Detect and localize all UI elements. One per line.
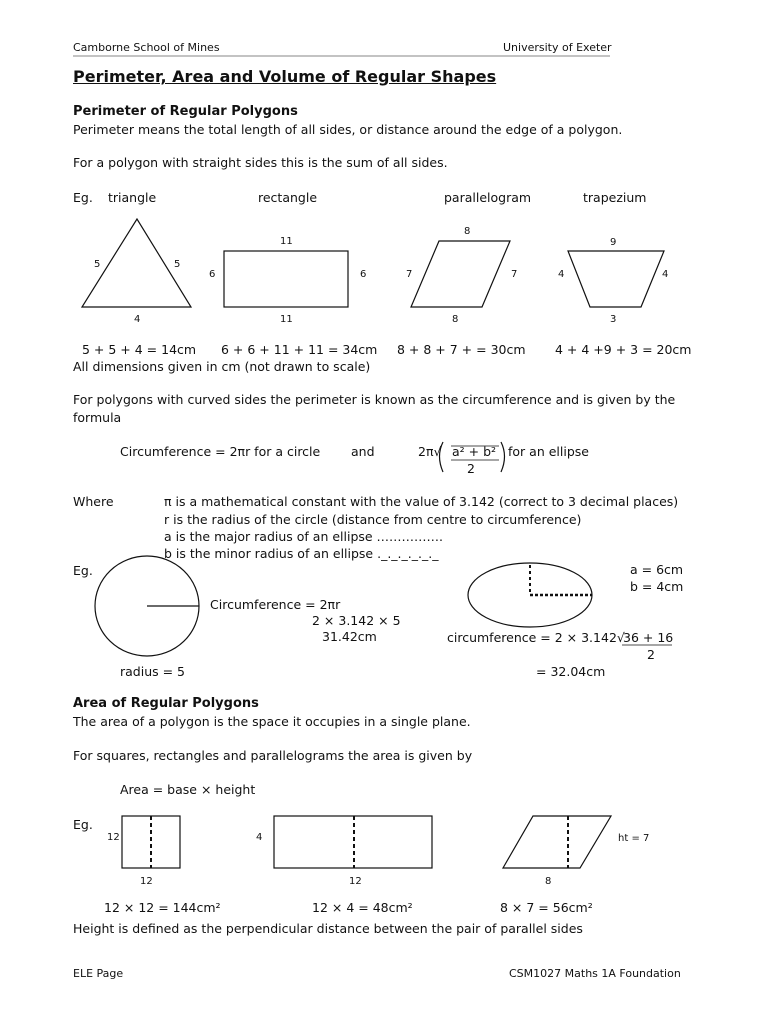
ellipse-formula-numerator: a² + b²: [452, 444, 497, 459]
parallelogram-top-label: 8: [464, 226, 471, 237]
and-word: and: [351, 444, 375, 459]
circle-circumference-formula: Circumference = 2πr for a circle: [120, 444, 321, 459]
footer-right: CSM1027 Maths 1A Foundation: [509, 967, 681, 980]
perimeter-straight-sides: For a polygon with straight sides this is the sum of all sides.: [73, 155, 448, 170]
rectangle-top-label: 11: [280, 236, 293, 247]
square-side-label: 12: [107, 832, 120, 843]
height-definition: Height is defined as the perpendicular distance between the pair of parallel sides: [73, 921, 583, 936]
dimensions-note: All dimensions given in cm (not drawn to scale): [73, 359, 371, 374]
trapezium-top-label: 9: [610, 237, 617, 248]
area-parallelogram-bottom-label: 8: [545, 876, 552, 887]
trapezium-right-label: 4: [662, 269, 669, 280]
area-parallelogram-shape: [503, 816, 611, 868]
triangle-right-label: 5: [174, 259, 181, 270]
rectangle-perimeter-sum: 6 + 6 + 11 + 11 = 34cm: [221, 342, 378, 357]
header-right: University of Exeter: [503, 41, 612, 54]
area-formula: Area = base × height: [120, 782, 256, 797]
square-area-calc: 12 × 12 = 144cm²: [104, 900, 221, 915]
triangle-bottom-label: 4: [134, 314, 141, 325]
rectangle-right-label: 6: [360, 269, 367, 280]
circle-calc-line-1: Circumference = 2πr: [210, 597, 341, 612]
curved-sides-text: For polygons with curved sides the perimeter is known as the circumference and is given by the: [73, 392, 676, 407]
ellipse-formula-left-bracket: [440, 442, 444, 472]
area-example-label: Eg.: [73, 817, 93, 832]
square-bottom-label: 12: [140, 876, 153, 887]
rectangle-area-calc: 12 × 4 = 48cm²: [312, 900, 413, 915]
radius-label: radius = 5: [120, 664, 186, 679]
curved-sides-text-2: formula: [73, 410, 122, 425]
trapezium-perimeter-sum: 4 + 4 +9 + 3 = 20cm: [555, 342, 692, 357]
ellipse-a-value: a = 6cm: [630, 562, 684, 577]
ellipse-formula-prefix: 2π√: [418, 444, 442, 459]
rectangle-left-label: 6: [209, 269, 216, 280]
ellipse-b-value: b = 4cm: [630, 579, 684, 594]
ellipse-formula-suffix: for an ellipse: [508, 444, 589, 459]
ellipse-calc-numerator: 36 + 16: [623, 630, 674, 645]
circle-calc-line-2: 2 × 3.142 × 5: [312, 613, 401, 628]
where-b: b is the minor radius of an ellipse ._._._._._._: [164, 546, 439, 561]
ellipse-formula-right-bracket: [501, 442, 505, 472]
trapezium-left-label: 4: [558, 269, 565, 280]
rectangle-shape: [224, 251, 348, 307]
triangle-left-label: 5: [94, 259, 101, 270]
ellipse-calc-result: = 32.04cm: [536, 664, 606, 679]
area-rectangle-bottom-label: 12: [349, 876, 362, 887]
parallelogram-perimeter-sum: 8 + 8 + 7 + = 30cm: [397, 342, 526, 357]
area-heading: Area of Regular Polygons: [73, 696, 259, 711]
parallelogram-bottom-label: 8: [452, 314, 459, 325]
where-label: Where: [73, 494, 114, 509]
ellipse-formula-denominator: 2: [467, 461, 475, 476]
shape-name-rectangle: rectangle: [258, 190, 318, 205]
page-title: Perimeter, Area and Volume of Regular Shapes: [73, 67, 497, 86]
area-definition: The area of a polygon is the space it occupies in a single plane.: [73, 714, 471, 729]
trapezium-shape: [568, 251, 664, 307]
shape-name-trapezium: trapezium: [583, 190, 647, 205]
shape-name-parallelogram: parallelogram: [444, 190, 532, 205]
area-rectangle-side-label: 4: [256, 832, 263, 843]
parallelogram-shape: [411, 241, 510, 307]
where-pi: π is a mathematical constant with the value of 3.142 (correct to 3 decimal places): [164, 494, 679, 509]
shape-name-triangle: triangle: [108, 190, 157, 205]
where-r: r is the radius of the circle (distance from centre to circumference): [164, 512, 582, 527]
circle-calc-line-3: 31.42cm: [322, 629, 377, 644]
triangle-shape: [82, 219, 191, 307]
triangle-perimeter-sum: 5 + 5 + 4 = 14cm: [82, 342, 197, 357]
perimeter-heading: Perimeter of Regular Polygons: [73, 104, 298, 119]
parallelogram-right-label: 7: [511, 269, 518, 280]
where-a: a is the major radius of an ellipse …………….: [164, 529, 444, 544]
header-left: Camborne School of Mines: [73, 41, 220, 54]
example-label: Eg.: [73, 190, 93, 205]
parallelogram-left-label: 7: [406, 269, 413, 280]
parallelogram-area-calc: 8 × 7 = 56cm²: [500, 900, 593, 915]
trapezium-bottom-label: 3: [610, 314, 617, 325]
area-formula-intro: For squares, rectangles and parallelograms the area is given by: [73, 748, 473, 763]
area-parallelogram-height-label: ht = 7: [618, 833, 650, 844]
ellipse-calc-prefix: circumference = 2 × 3.142√: [447, 630, 625, 645]
perimeter-definition: Perimeter means the total length of all sides, or distance around the edge of a polygon.: [73, 122, 623, 137]
circle-example-label: Eg.: [73, 563, 93, 578]
rectangle-bottom-label: 11: [280, 314, 293, 325]
footer-left: ELE Page: [73, 967, 124, 980]
ellipse-calc-denominator: 2: [647, 647, 655, 662]
